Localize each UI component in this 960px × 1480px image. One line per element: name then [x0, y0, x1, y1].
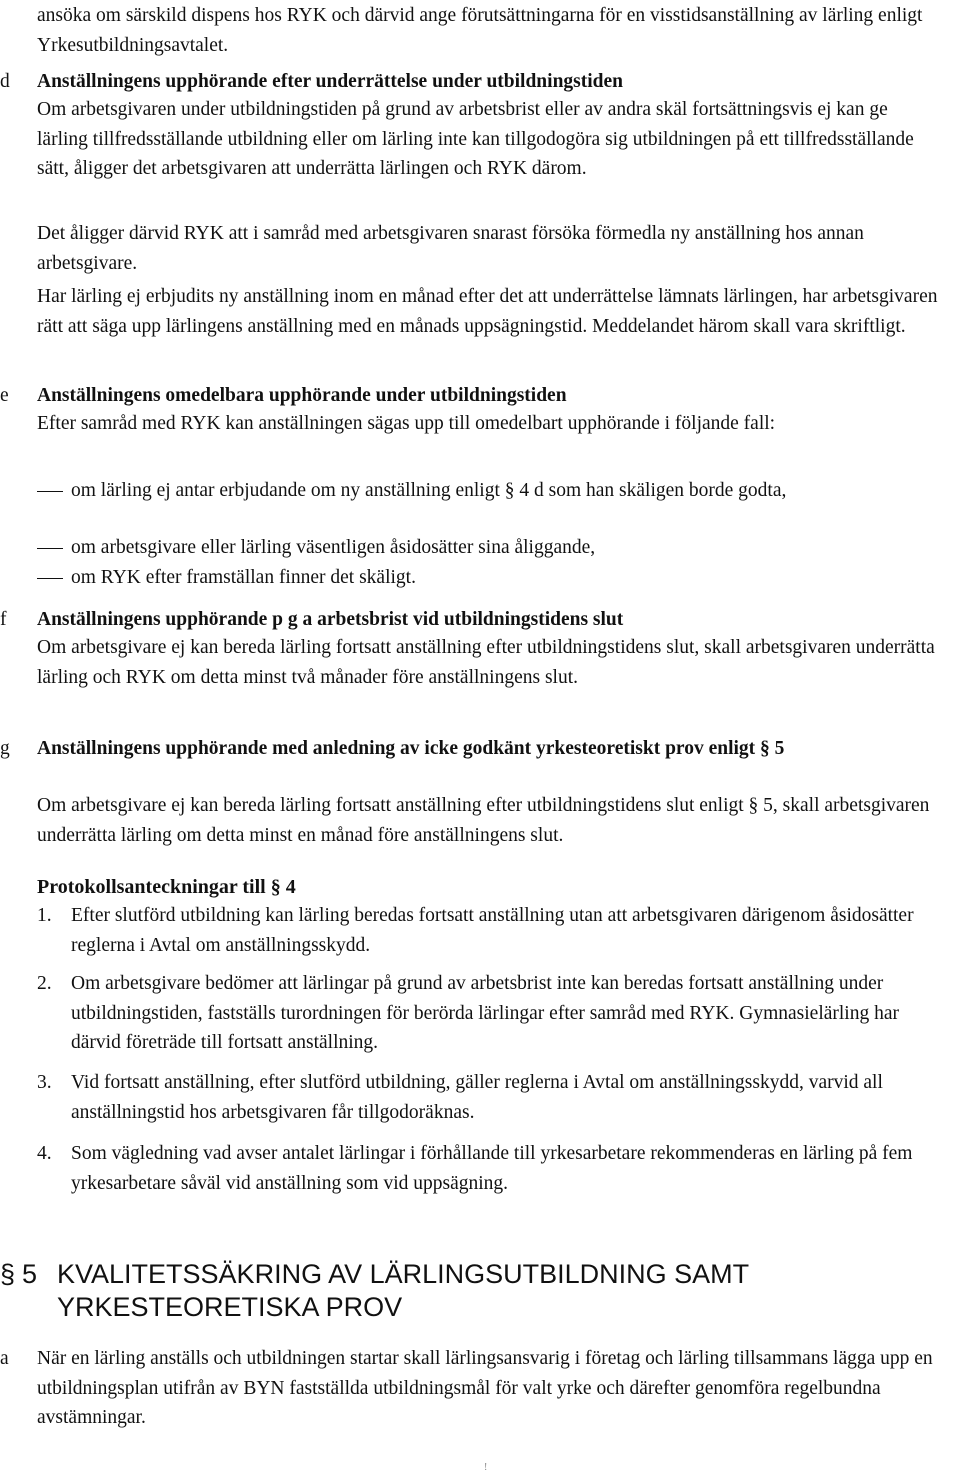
dash-bullet — [37, 578, 63, 579]
section-d-paragraph-3: Har lärling ej erbjudits ny anställning inom en månad efter det att underrättelse lämnats lärlingen, har arbetsgivaren rätt att säga upp lärlingens anställning med en månads uppsägningstid. Meddelandet härom skall vara skriftligt. — [37, 286, 938, 337]
chapter-title: KVALITETSSÄKRING AV LÄRLINGSUTBILDNING SAMT YRKESTEORETISKA PROV — [57, 1259, 749, 1322]
paragraph-symbol: § — [0, 1259, 16, 1289]
protocol-item-number: 4. — [37, 1143, 52, 1164]
section-g-marker: g — [0, 738, 10, 759]
section-d-heading: Anställningens upphörande efter underrättelse under utbildningstiden — [37, 71, 624, 92]
protocol-item-number: 1. — [37, 905, 52, 926]
section-d-paragraph-1: Om arbetsgivaren under utbildningstiden på grund av arbetsbrist eller av andra skäl fortsättningsvis ej kan ge lärling tillfredsställande utbildning eller om lärling inte kan tillgodogöra sig utbildningen på ett tillfredsställande sätt, åligger det arbetsgivaren att underrätta lärlingen och RYK därom. — [37, 99, 914, 179]
dash-bullet — [37, 491, 63, 492]
section-d-paragraph-2: Det åligger därvid RYK att i samråd med arbetsgivaren snarast försöka förmedla ny anställning hos annan arbetsgivare. — [37, 223, 864, 274]
protocol-item-text: Om arbetsgivare bedömer att lärlingar på grund av arbetsbrist inte kan beredas fortsatt anställning under utbildningstiden, fastställs turordningen för berörda lärlingar efter samråd med RYK. Gymnasielärling har därvid företräde till fortsatt anställning. — [71, 973, 899, 1053]
list-item: om RYK efter framställan finner det skäligt. — [71, 567, 416, 588]
section-f-marker: f — [0, 609, 7, 630]
section-g-heading: Anställningens upphörande med anledning av icke godkänt yrkesteoretiskt prov enligt § 5 — [37, 738, 785, 759]
list-item: om lärling ej antar erbjudande om ny anställning enligt § 4 d som han skäligen borde godta, — [71, 480, 787, 501]
section-5a-paragraph-1: När en lärling anställs och utbildningen startar skall lärlingsansvarig i företag och lärling tillsammans lägga upp en utbildningsplan utifrån av BYN fastställda utbildningsmål för valt yrke och därefter genomföra regelbundna avstämningar. — [37, 1348, 933, 1428]
protocol-item-text: Som vägledning vad avser antalet lärlingar i förhållande till yrkesarbetare rekommenderas en lärling på fem yrkesarbetare såväl vid anställning som vid uppsägning. — [71, 1143, 913, 1194]
protocol-item-text: Efter slutförd utbildning kan lärling beredas fortsatt anställning utan att arbetsgivaren därigenom åsidosätter reglerna i Avtal om anställningsskydd. — [71, 905, 914, 956]
intro-paragraph: ansöka om särskild dispens hos RYK och därvid ange förutsättningarna för en visstidsanställning av lärling enligt Yrkesutbildningsavtalet. — [37, 5, 923, 56]
section-f-heading: Anställningens upphörande p g a arbetsbrist vid utbildningstidens slut — [37, 609, 624, 630]
section-d-marker: d — [0, 71, 10, 92]
protocol-item-text: Vid fortsatt anställning, efter slutförd utbildning, gäller reglerna i Avtal om anställningsskydd, varvid all anställningstid hos arbetsgivaren får tillgodoräknas. — [71, 1072, 883, 1123]
section-e-paragraph-1: Efter samråd med RYK kan anställningen sägas upp till omedelbart upphörande i följande fall: — [37, 413, 776, 434]
list-item: om arbetsgivare eller lärling väsentligen åsidosätter sina åliggande, — [71, 537, 596, 558]
dash-bullet — [37, 548, 63, 549]
footer-mark: ! — [484, 1462, 488, 1473]
protocol-item-number: 2. — [37, 973, 52, 994]
section-g-paragraph-1: Om arbetsgivare ej kan bereda lärling fortsatt anställning efter utbildningstidens slut enligt § 5, skall arbetsgivaren underrätta lärling om detta minst en månad före anställningens slut. — [37, 795, 930, 846]
section-e-heading: Anställningens omedelbara upphörande under utbildningstiden — [37, 385, 567, 406]
section-f-paragraph-1: Om arbetsgivare ej kan bereda lärling fortsatt anställning efter utbildningstidens slut, skall arbetsgivaren underrätta lärling och RYK om detta minst två månader före anställningens slut. — [37, 637, 935, 688]
section-e-marker: e — [0, 385, 9, 406]
chapter-number: 5 — [22, 1259, 38, 1289]
protocol-item-number: 3. — [37, 1072, 52, 1093]
protocol-title: Protokollsanteckningar till § 4 — [37, 876, 296, 898]
section-5a-marker: a — [0, 1348, 9, 1369]
